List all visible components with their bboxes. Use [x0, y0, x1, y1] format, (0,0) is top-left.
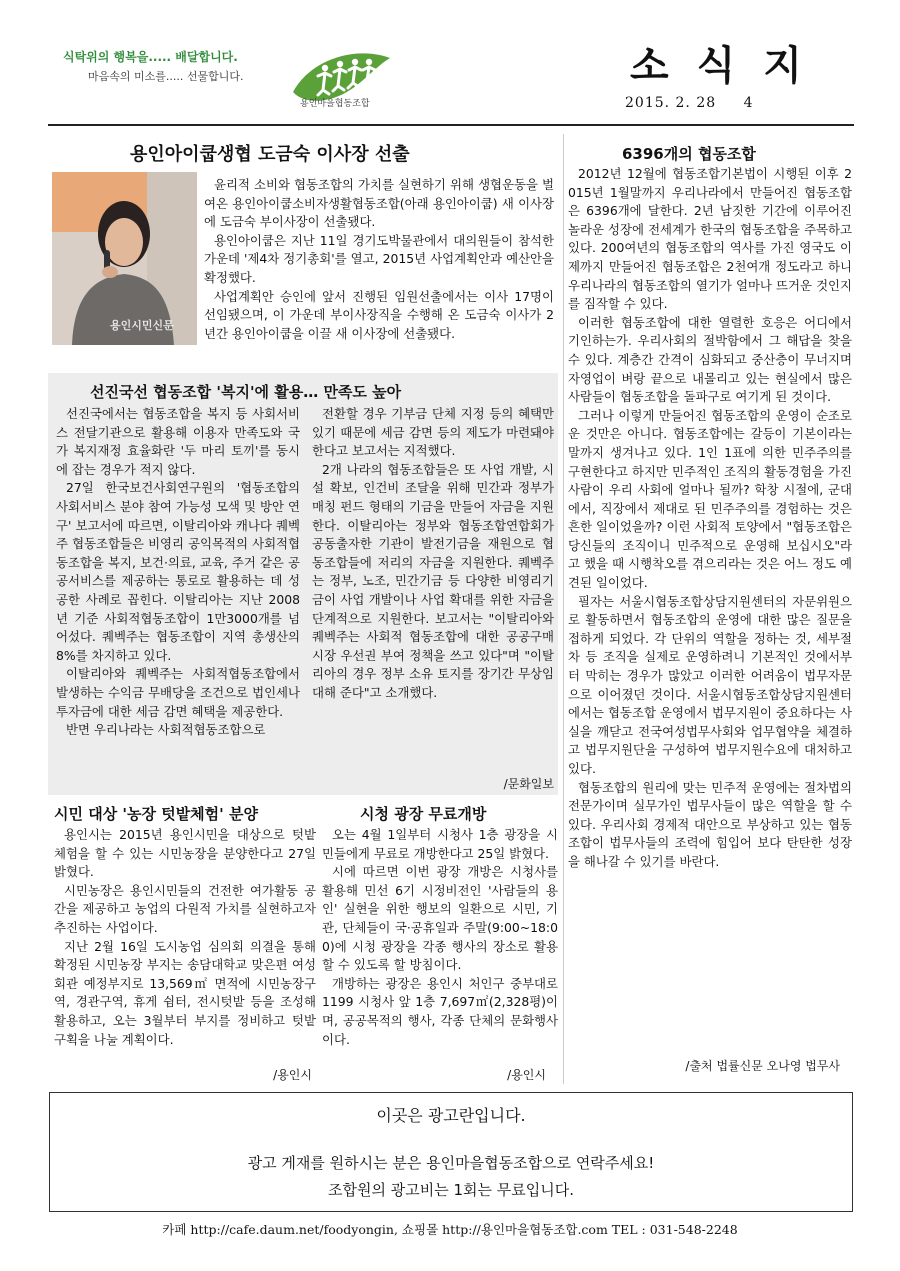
- paragraph: 지난 2월 16일 도시농업 심의회 의결을 통해 확정된 시민농장 부지는 송담대학교 맞은편 여성회관 예정부지로 13,569㎡ 면적에 시민농장구역, 경관구역, 휴게 쉼터, 전시텃밭 등을 조성해 활용하고, 오는 3월부터 부지를 정비하고 텃밭 구획을 나눌 계획이다.: [54, 938, 316, 1047]
- paragraph: 2개 나라의 협동조합들은 또 사업 개발, 시설 확보, 인건비 조달을 위해 민간과 정부가 매칭 펀드 형태의 기금을 만들어 자금을 지원한다. 이탈리아는 정부와 협동조합연합회가 공동출자한 기관이 발전기금을 재원으로 협동조합들에 저리의 자금을 지원한다. 퀘벡주는 정부, 노조, 민간기금 등 다양한 비영리기금이 사업 개발이나 사업 확대를 위한 자금을 단계적으로 지원한다. 보고서는 "이탈리아와 퀘벡주는 사회적 협동조합에 대한 공공구매시장 우선권 부여 정책을 쓰고 있다"며 "이탈리아의 경우 정부 소유 토지를 장기간 무상임대해 준다"고 소개했다.: [312, 461, 554, 700]
- article-main-body: [204, 176, 554, 343]
- paragraph: 협동조합의 원리에 맞는 민주적 운영에는 절차법의 전문가이며 실무가인 법무사들이 많은 역할을 할 수 있다. 우리사회 경제적 대안으로 부상하고 있는 협동조합이 법무사들의 조력에 힘입어 보다 탄탄한 성장을 해나갈 수 있기를 바란다.: [568, 779, 852, 869]
- article-coop-body: [568, 165, 852, 872]
- header-rule: [48, 124, 854, 126]
- slogan-line-1: 식탁위의 행복을..... 배달합니다.: [63, 50, 238, 64]
- article-farm-body: [54, 826, 316, 1049]
- ad-box: [49, 1092, 853, 1212]
- paragraph: 27일 한국보건사회연구원의 '협동조합의 사회서비스 분야 참여 가능성 모색 및 방안 연구' 보고서에 따르면, 이탈리아와 캐나다 퀘벡주 협동조합들은 비영리 공익목적의 사회적협동조합을 복지, 보건·의료, 교육, 주거 같은 공공서비스를 제공하는 통로로 활용하는 데 성공한 사례로 꼽힌다. 이탈리아는 지난 2008년 기준 사회적협동조합이 1만3000개를 넘어섰다. 퀘벡주는 협동조합이 지역 총생산의 8%를 차지하고 있다.: [56, 480, 300, 663]
- article-welfare-col1: [56, 405, 300, 740]
- article-welfare-title: 선진국선 협동조합 '복지'에 활용… 만족도 높아: [90, 383, 402, 401]
- paragraph: 반면 우리나라는 사회적협동조합으로: [66, 722, 266, 738]
- article-welfare-col2: [312, 405, 554, 703]
- paragraph: 전환할 경우 기부금 단체 지정 등의 혜택만 있기 때문에 세금 감면 등의 제도가 마련돼야 한다고 보고서는 지적했다.: [312, 406, 554, 459]
- paragraph: 선진국에서는 협동조합을 복지 등 사회서비스 전달기관으로 활용해 이용자 만족도와 국가 복지재정 효율화란 '두 마리 토끼'를 동시에 잡는 경우가 적지 않다.: [56, 406, 300, 477]
- article-welfare-source: /문화일보: [503, 777, 554, 791]
- article-farm-source: /용인시: [273, 1068, 312, 1082]
- article-plaza-body: [322, 826, 558, 1049]
- photo-watermark: 용인시민신문: [110, 319, 174, 332]
- paragraph: 용인시는 2015년 용인시민을 대상으로 텃밭 체험을 할 수 있는 시민농장을 분양한다고 27일 밝혔다.: [54, 827, 316, 880]
- paragraph: 윤리적 소비와 협동조합의 가치를 실현하기 위해 생협운동을 벌여온 용인아이쿱소비자생활협동조합(아래 용인아이쿱) 새 이사장에 도금숙 부이사장이 선출됐다.: [204, 177, 554, 230]
- article-plaza-source: /용인시: [507, 1068, 546, 1082]
- footer-contact: 카페 http://cafe.daum.net/foodyongin, 쇼핑몰 http://용인마을협동조합.com TEL : 031-548-2248: [162, 1222, 738, 1237]
- ad-title: 이곳은 광고란입니다.: [376, 1106, 526, 1125]
- article-plaza-title: 시청 광장 무료개방: [360, 805, 487, 823]
- article-coop-source: /출처 법률신문 오나영 법무사: [685, 1059, 840, 1073]
- paragraph: 이러한 협동조합에 대한 열렬한 호응은 어디에서 기인하는가. 우리사회의 절박함에서 그 해답을 찾을 수 있다. 계층간 간격이 심화되고 중산층이 무너지며 자영업이 벼랑 끝으로 내몰리고 있는 현실에서 많은 사람들이 협동조합을 돌파구로 여기게 된 것이다.: [568, 314, 852, 405]
- paragraph: 개방하는 광장은 용인시 처인구 중부대로 1199 시청사 앞 1층 7,697㎡(2,328평)이며, 공공목적의 행사, 각종 단체의 문화행사이다.: [322, 975, 558, 1047]
- article-coop-title: 6396개의 협동조합: [622, 145, 756, 163]
- article-main-photo: [52, 172, 197, 345]
- masthead-title: 소식지: [630, 42, 830, 89]
- paragraph: 시민농장은 용인시민들의 건전한 여가활동 공간을 제공하고 농업의 다원적 가치를 실현하고자 추진하는 사업이다.: [54, 882, 316, 935]
- org-name: 용인마을협동조합: [300, 99, 370, 109]
- page-number: 4: [743, 95, 754, 111]
- paragraph: 시에 따르면 이번 광장 개방은 시청사를 활용해 민선 6기 시정비전인 '사람들의 용인' 실현을 위한 행보의 일환으로 시민, 기관, 단체들이 국·공휴일과 주말(9:00~18:00)에 시청 광장을 각종 행사의 장소로 활용할 수 있도록 할 방침이다.: [322, 864, 558, 973]
- article-main-title: 용인아이쿱생협 도금숙 이사장 선출: [130, 144, 410, 165]
- paragraph: 오는 4월 1일부터 시청사 1층 광장을 시민들에게 무료로 개방한다고 25일 밝혔다.: [322, 827, 558, 861]
- article-farm-title: 시민 대상 '농장 텃밭체험' 분양: [54, 805, 258, 823]
- paragraph: 2012년 12월에 협동조합기본법이 시행된 이후 2015년 1월말까지 우리나라에서 만들어진 협동조합은 6396개에 달한다. 2년 남짓한 기간에 이루어진 놀라운 성장에 전세계가 한국의 협동조합을 주목하고 있다. 200여년의 협동조합의 역사를 가진 영국도 이제까지 만들어진 협동조합은 2천여개 정도라고 하니 우리나라의 협동조합의 열기가 얼마나 뜨거운 것인지를 짐작할 수 있다.: [568, 166, 852, 312]
- issue-date: [625, 95, 754, 111]
- paragraph: 필자는 서울시협동조합상담지원센터의 자문위원으로 활동하면서 협동조합의 운영에 대한 많은 질문을 접하게 되었다. 각 단위의 역할을 정하는 것, 세부절차 등 조직을 실제로 운영하려니 기본적인 것에서부터 막히는 경우가 많았고 이러한 어려움이 법무자문으로 이어졌던 것이다. 서울시협동조합상담지원센터에서는 협동조합 운영에서 법무지원이 중요하다는 사실을 깨닫고 전국여성법무사회와 업무협약을 체결하고 법무지원단을 구성하여 법무지원수요에 대처하고 있다.: [568, 593, 852, 776]
- slogan-line-2: 마음속의 미소를..... 선물합니다.: [88, 70, 244, 83]
- paragraph: 이탈리아와 퀘벡주는 사회적협동조합에서 발생하는 수익금 무배당을 조건으로 법인세나 투자금에 대한 세금 감면 혜택을 제공한다.: [56, 666, 300, 719]
- paragraph: 그러나 이렇게 만들어진 협동조합의 운영이 순조로운 것만은 아니다. 협동조합에는 갈등이 기본이라는 말까지 생겨나고 있다. 1인 1표에 의한 민주주의를 구현한다고 하지만 민주적인 조직의 활동경험을 가진 사람이 우리 사회에 얼마나 될까? 학창 시절에, 군대에서, 직장에서 제대로 된 민주주의를 경험하는 것은 흔한 일이었을까? 이런 사회적 토양에서 "협동조합은 당신들의 조직이니 민주적으로 운영해 보십시오"라고 했을 때 시행착오를 겪으리라는 것은 어느 정도 예견된 일이었다.: [568, 407, 852, 591]
- paragraph: 사업계획안 승인에 앞서 진행된 임원선출에서는 이사 17명이 선임됐으며, 이 가운데 부이사장직을 수행해 온 도금숙 이사가 2년간 용인아이쿱을 이끌 새 이사장에 선출됐다.: [204, 288, 554, 341]
- ad-line-1: 광고 게재를 원하시는 분은 용인마을협동조합으로 연락주세요!: [247, 1154, 655, 1172]
- issue-date-text: 2015. 2. 28: [625, 95, 717, 111]
- column-divider: [563, 134, 564, 1084]
- ad-line-2: 조합원의 광고비는 1회는 무료입니다.: [328, 1181, 574, 1199]
- paragraph: 용인아이쿱은 지난 11일 경기도박물관에서 대의원들이 참석한 가운데 '제4차 정기총회'를 열고, 2015년 사업계획안과 예산안을 확정했다.: [204, 232, 554, 285]
